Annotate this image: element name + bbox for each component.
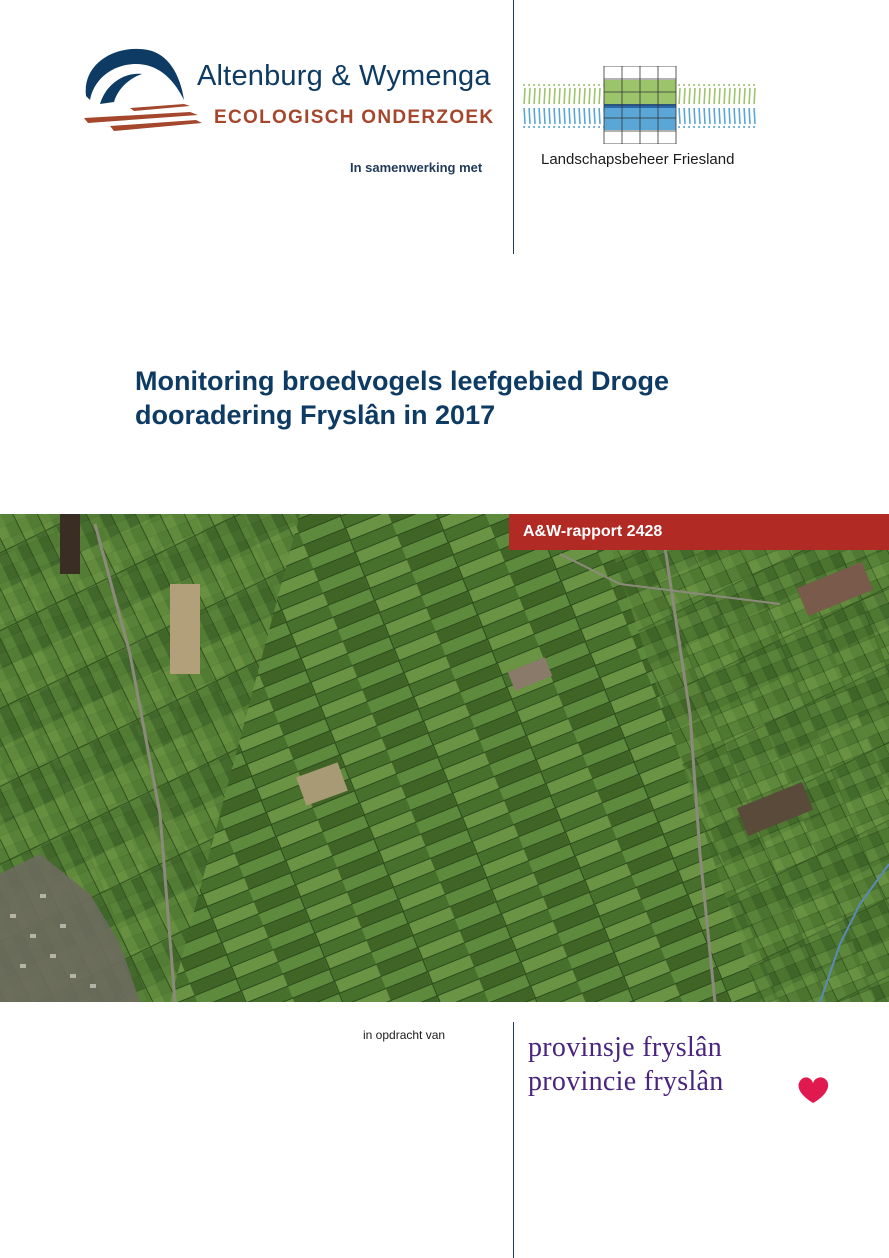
report-title: Monitoring broedvogels leefgebied Droge dooradering Fryslân in 2017: [135, 366, 670, 430]
report-number-badge: A&W-rapport 2428: [509, 514, 889, 550]
reed-water-grid-logo-icon: [522, 66, 758, 144]
aw-logo-name: Altenburg & Wymenga: [197, 60, 491, 92]
commission-text: in opdracht van: [363, 1028, 446, 1042]
client-logo-line1: provinsje fryslân: [528, 1032, 723, 1063]
collaboration-text: In samenwerking met: [350, 160, 483, 175]
client-logo-line2: provincie fryslân: [528, 1066, 724, 1097]
partner-logo-name: Landschapsbeheer Friesland: [541, 151, 735, 168]
aw-logo-subtitle: ECOLOGISCH ONDERZOEK: [214, 107, 495, 128]
red-heart-leaf-icon: [796, 1075, 830, 1105]
heron-swoosh-logo-icon: [80, 44, 490, 144]
divider-line-top: [513, 0, 514, 254]
aerial-farmland-photo: [0, 514, 889, 1002]
divider-line-bottom: [513, 1022, 514, 1258]
